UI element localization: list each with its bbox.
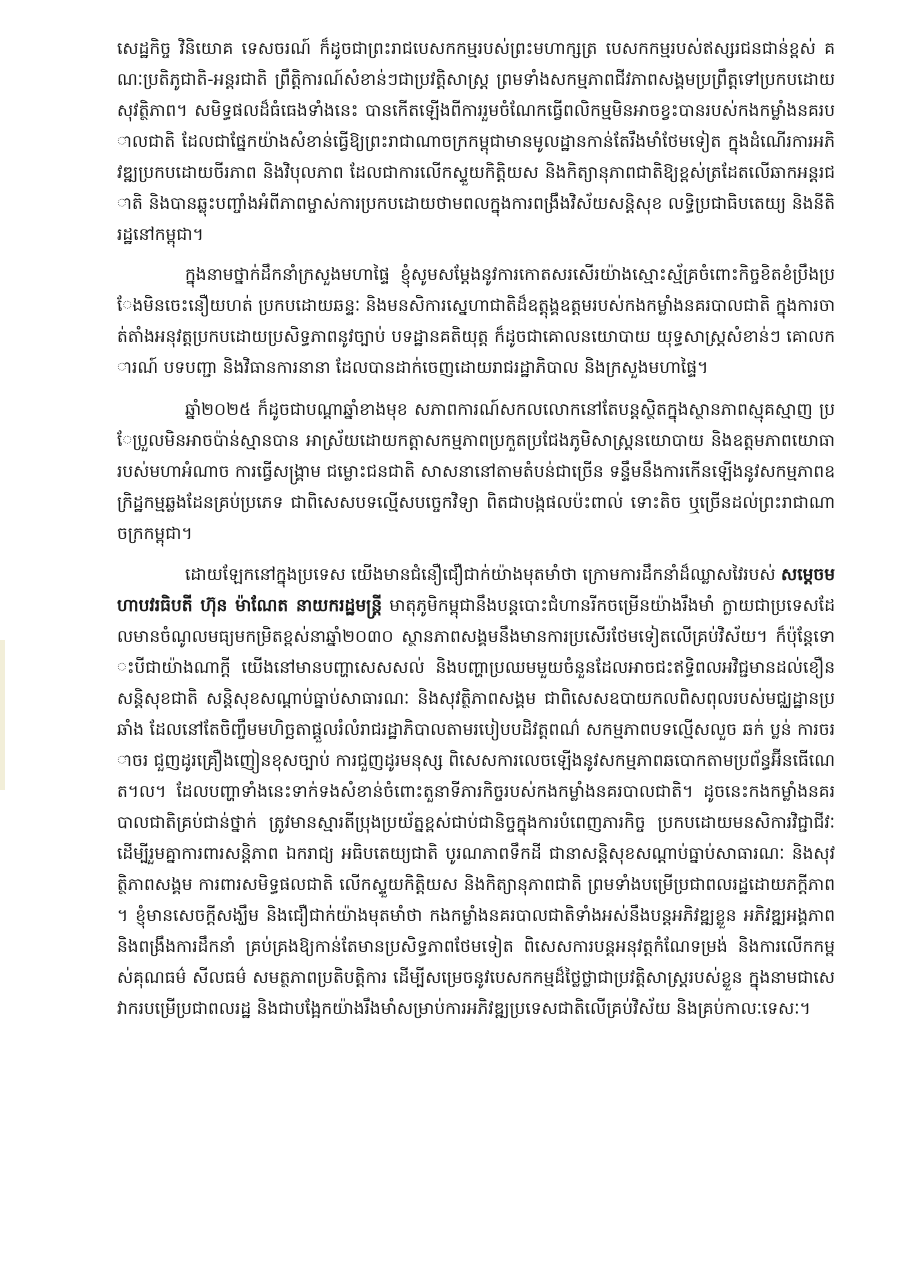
paragraph-4 (117, 560, 835, 1025)
prime-minister-title: សម្តេចមហាបវរធិបតី ហ៊ុន ម៉ាណែត នាយករដ្ឋមន្ត្រី (117, 565, 835, 616)
paragraph-1: សេដ្ឋកិច្ច វិនិយោគ ទេសចរណ៍ ក៏ដូចជាព្រះរាជបេសកកម្មរបស់ព្រះមហាក្សត្រ បេសកកម្មរបស់ឥស្សរជនជាន់ខ្ពស់ គណៈប្រតិភូជាតិ-អន្តរជាតិ ព្រឹត្តិការណ៍សំខាន់ៗជាប្រវត្តិសាស្ត្រ ព្រមទាំងសកម្មភាពជីវភាពសង្គមប្រព្រឹត្តទៅប្រកបដោយសុវត្ថិភាព។ សមិទ្ធផលដ៏ធំធេងទាំងនេះ បានកើតឡើងពីការរួមចំណែកធ្វើពលិកម្មមិនអាចខ្វះបានរបស់កងកម្លាំងនគរបាលជាតិ ដែលជាផ្នែកយ៉ាងសំខាន់ធ្វើឱ្យព្រះរាជាណាចក្រកម្ពុជាមានមូលដ្ឋានកាន់តែរឹងមាំថែមទៀត ក្នុងដំណើរការអភិវឌ្ឍប្រកបដោយចីរភាព និងវិបុលភាព ដែលជាការលើកស្ទួយកិត្តិយស និងកិត្យានុភាពជាតិឱ្យខ្ពស់ត្រដែតលើឆាកអន្តរជាតិ និងបានឆ្លុះបញ្ចាំងអំពីភាពម្ចាស់ការប្រកបដោយថាមពលក្នុងការពង្រឹងវិស័យសន្តិសុខ លទ្ធិប្រជាធិបតេយ្យ និងនីតិរដ្ឋនៅកម្ពុជា។ (117, 39, 835, 245)
page-edge-mark (0, 640, 5, 790)
paragraph-2: ក្នុងនាមថ្នាក់ដឹកនាំក្រសួងមហាផ្ទៃ ខ្ញុំសូមសម្តែងនូវការកោតសរសើរយ៉ាងស្មោះស្ម័គ្រចំពោះកិច្ចខិតខំប្រឹងប្រែងមិនចេះនឿយហត់ ប្រកបដោយឆន្ទៈ និងមនសិការស្នេហាជាតិដ៏ឧត្តុង្គឧត្តមរបស់កងកម្លាំងនគរបាលជាតិ ក្នុងការចាត់តាំងអនុវត្តប្រកបដោយប្រសិទ្ធភាពនូវច្បាប់ បទដ្ឋានគតិយុត្ត ក៏ដូចជាគោលនយោបាយ យុទ្ធសាស្ត្រសំខាន់ៗ គោលការណ៍ បទបញ្ជា និងវិធានការនានា ដែលបានដាក់ចេញដោយរាជរដ្ឋាភិបាល និងក្រសួងមហាផ្ទៃ។ (117, 265, 836, 378)
paragraph-4-lead: ដោយឡែកនៅក្នុងប្រទេស យើងមានជំនឿជឿជាក់យ៉ាងមុតមាំថា ក្រោមការដឹកនាំដ៏ឈ្លាសវៃរបស់ (185, 565, 782, 585)
paragraph-4-rest: មាតុភូមិកម្ពុជានឹងបន្តបោះជំហានរីកចម្រើនយ៉ាងរឹងមាំ ក្លាយជាប្រទេសដែលមានចំណូលមធ្យមកម្រិតខ្ពស់នាឆ្នាំ២០៣០ ស្ថានភាពសង្គមនឹងមានការប្រសើរថែមទៀតលើគ្រប់វិស័យ។ ក៏ប៉ុន្តែទោះបីជាយ៉ាងណាក្តី យើងនៅមានបញ្ហាសេសសល់ និងបញ្ហាប្រឈមមួយចំនួនដែលអាចជះឥទ្ធិពលអវិជ្ជមានដល់ខឿនសន្តិសុខជាតិ សន្តិសុខសណ្តាប់ធ្នាប់សាធារណៈ និងសុវត្ថិភាពសង្គម ជាពិសេសឧបាយកលពិសពុលរបស់មជ្ឈដ្ឋានប្រឆាំង ដែលនៅតែចិញ្ចឹមមហិច្ឆតាផ្តួលរំលំរាជរដ្ឋាភិបាលតាមរបៀបបដិវត្តពណ៌ សកម្មភាពបទល្មើសលួច ឆក់ ប្លន់ ការចរាចរ ជួញដូរគ្រឿងញៀនខុសច្បាប់ ការជួញដូរមនុស្ស ពិសេសការលេចឡើងនូវសកម្មភាពឆបោកតាមប្រព័ន្ធអ៊ីនធើណេត។ល។ ដែលបញ្ហាទាំងនេះទាក់ទងសំខាន់ចំពោះតួនាទីភារកិច្ចរបស់កងកម្លាំងនគរបាលជាតិ។ ដូចនេះកងកម្លាំងនគរបាលជាតិគ្រប់ជាន់ថ្នាក់ ត្រូវមានស្មារតីប្រុងប្រយ័ត្នខ្ពស់ជាប់ជានិច្ចក្នុងការបំពេញភារកិច្ច ប្រកបដោយមនសិការវិជ្ជាជីវៈ ដើម្បីរួមគ្នាការពារសន្តិភាព ឯករាជ្យ អធិបតេយ្យជាតិ បូរណភាពទឹកដី ជានាសន្តិសុខសណ្តាប់ធ្នាប់សាធារណៈ និងសុវត្ថិភាពសង្គម ការពារសមិទ្ធផលជាតិ លើកស្ទួយកិត្តិយស និងកិត្យានុភាពជាតិ ព្រមទាំងបម្រើប្រជាពលរដ្ឋដោយភក្តីភាព។ ខ្ញុំមានសេចក្តីសង្ឃឹម និងជឿជាក់យ៉ាងមុតមាំថា កងកម្លាំងនគរបាលជាតិទាំងអស់នឹងបន្តអភិវឌ្ឍខ្លួន អភិវឌ្ឍអង្គភាព និងពង្រឹងការដឹកនាំ គ្រប់គ្រងឱ្យកាន់តែមានប្រសិទ្ធភាពថែមទៀត ពិសេសការបន្តអនុវត្តកំណែទម្រង់ និងការលើកកម្ពស់គុណធម៌ សីលធម៌ សមត្ថភាពប្រតិបត្តិការ ដើម្បីសម្រេចនូវបេសកកម្មដ៏ថ្លៃថ្លាជាប្រវត្តិសាស្ត្ររបស់ខ្លួន ក្នុងនាមជាសេវាករបម្រើប្រជាពលរដ្ឋ និងជាបង្អែកយ៉ាងរឹងមាំសម្រាប់ការអភិវឌ្ឍប្រទេសជាតិលើគ្រប់វិស័យ និងគ្រប់កាលៈទេសៈ។ (117, 596, 835, 1019)
paragraph-3: ឆ្នាំ២០២៥ ក៏ដូចជាបណ្តាឆ្នាំខាងមុខ សភាពការណ៍សកលលោកនៅតែបន្តស្ថិតក្នុងស្ថានភាពស្មុគស្មាញ ប្រែប្រួលមិនអាចប៉ាន់ស្មានបាន អាស្រ័យដោយកត្តាសកម្មភាពប្រកួតប្រជែងភូមិសាស្ត្រនយោបាយ និងឧត្តមភាពយោធារបស់មហាអំណាច ការធ្វើសង្គ្រាម ជម្លោះជនជាតិ សាសនានៅតាមតំបន់ជាច្រើន ទន្ទឹមនឹងការកើនឡើងនូវសកម្មភាពឧក្រិដ្ឋកម្មឆ្លងដែនគ្រប់ប្រភេទ ជាពិសេសបទល្មើសបច្ចេកវិទ្យា ពិតជាបង្កផលប៉ះពាល់ ទោះតិច ឬច្រើនដល់ព្រះរាជាណាចក្រកម្ពុជា។ (117, 400, 835, 544)
document-body (117, 34, 835, 1038)
